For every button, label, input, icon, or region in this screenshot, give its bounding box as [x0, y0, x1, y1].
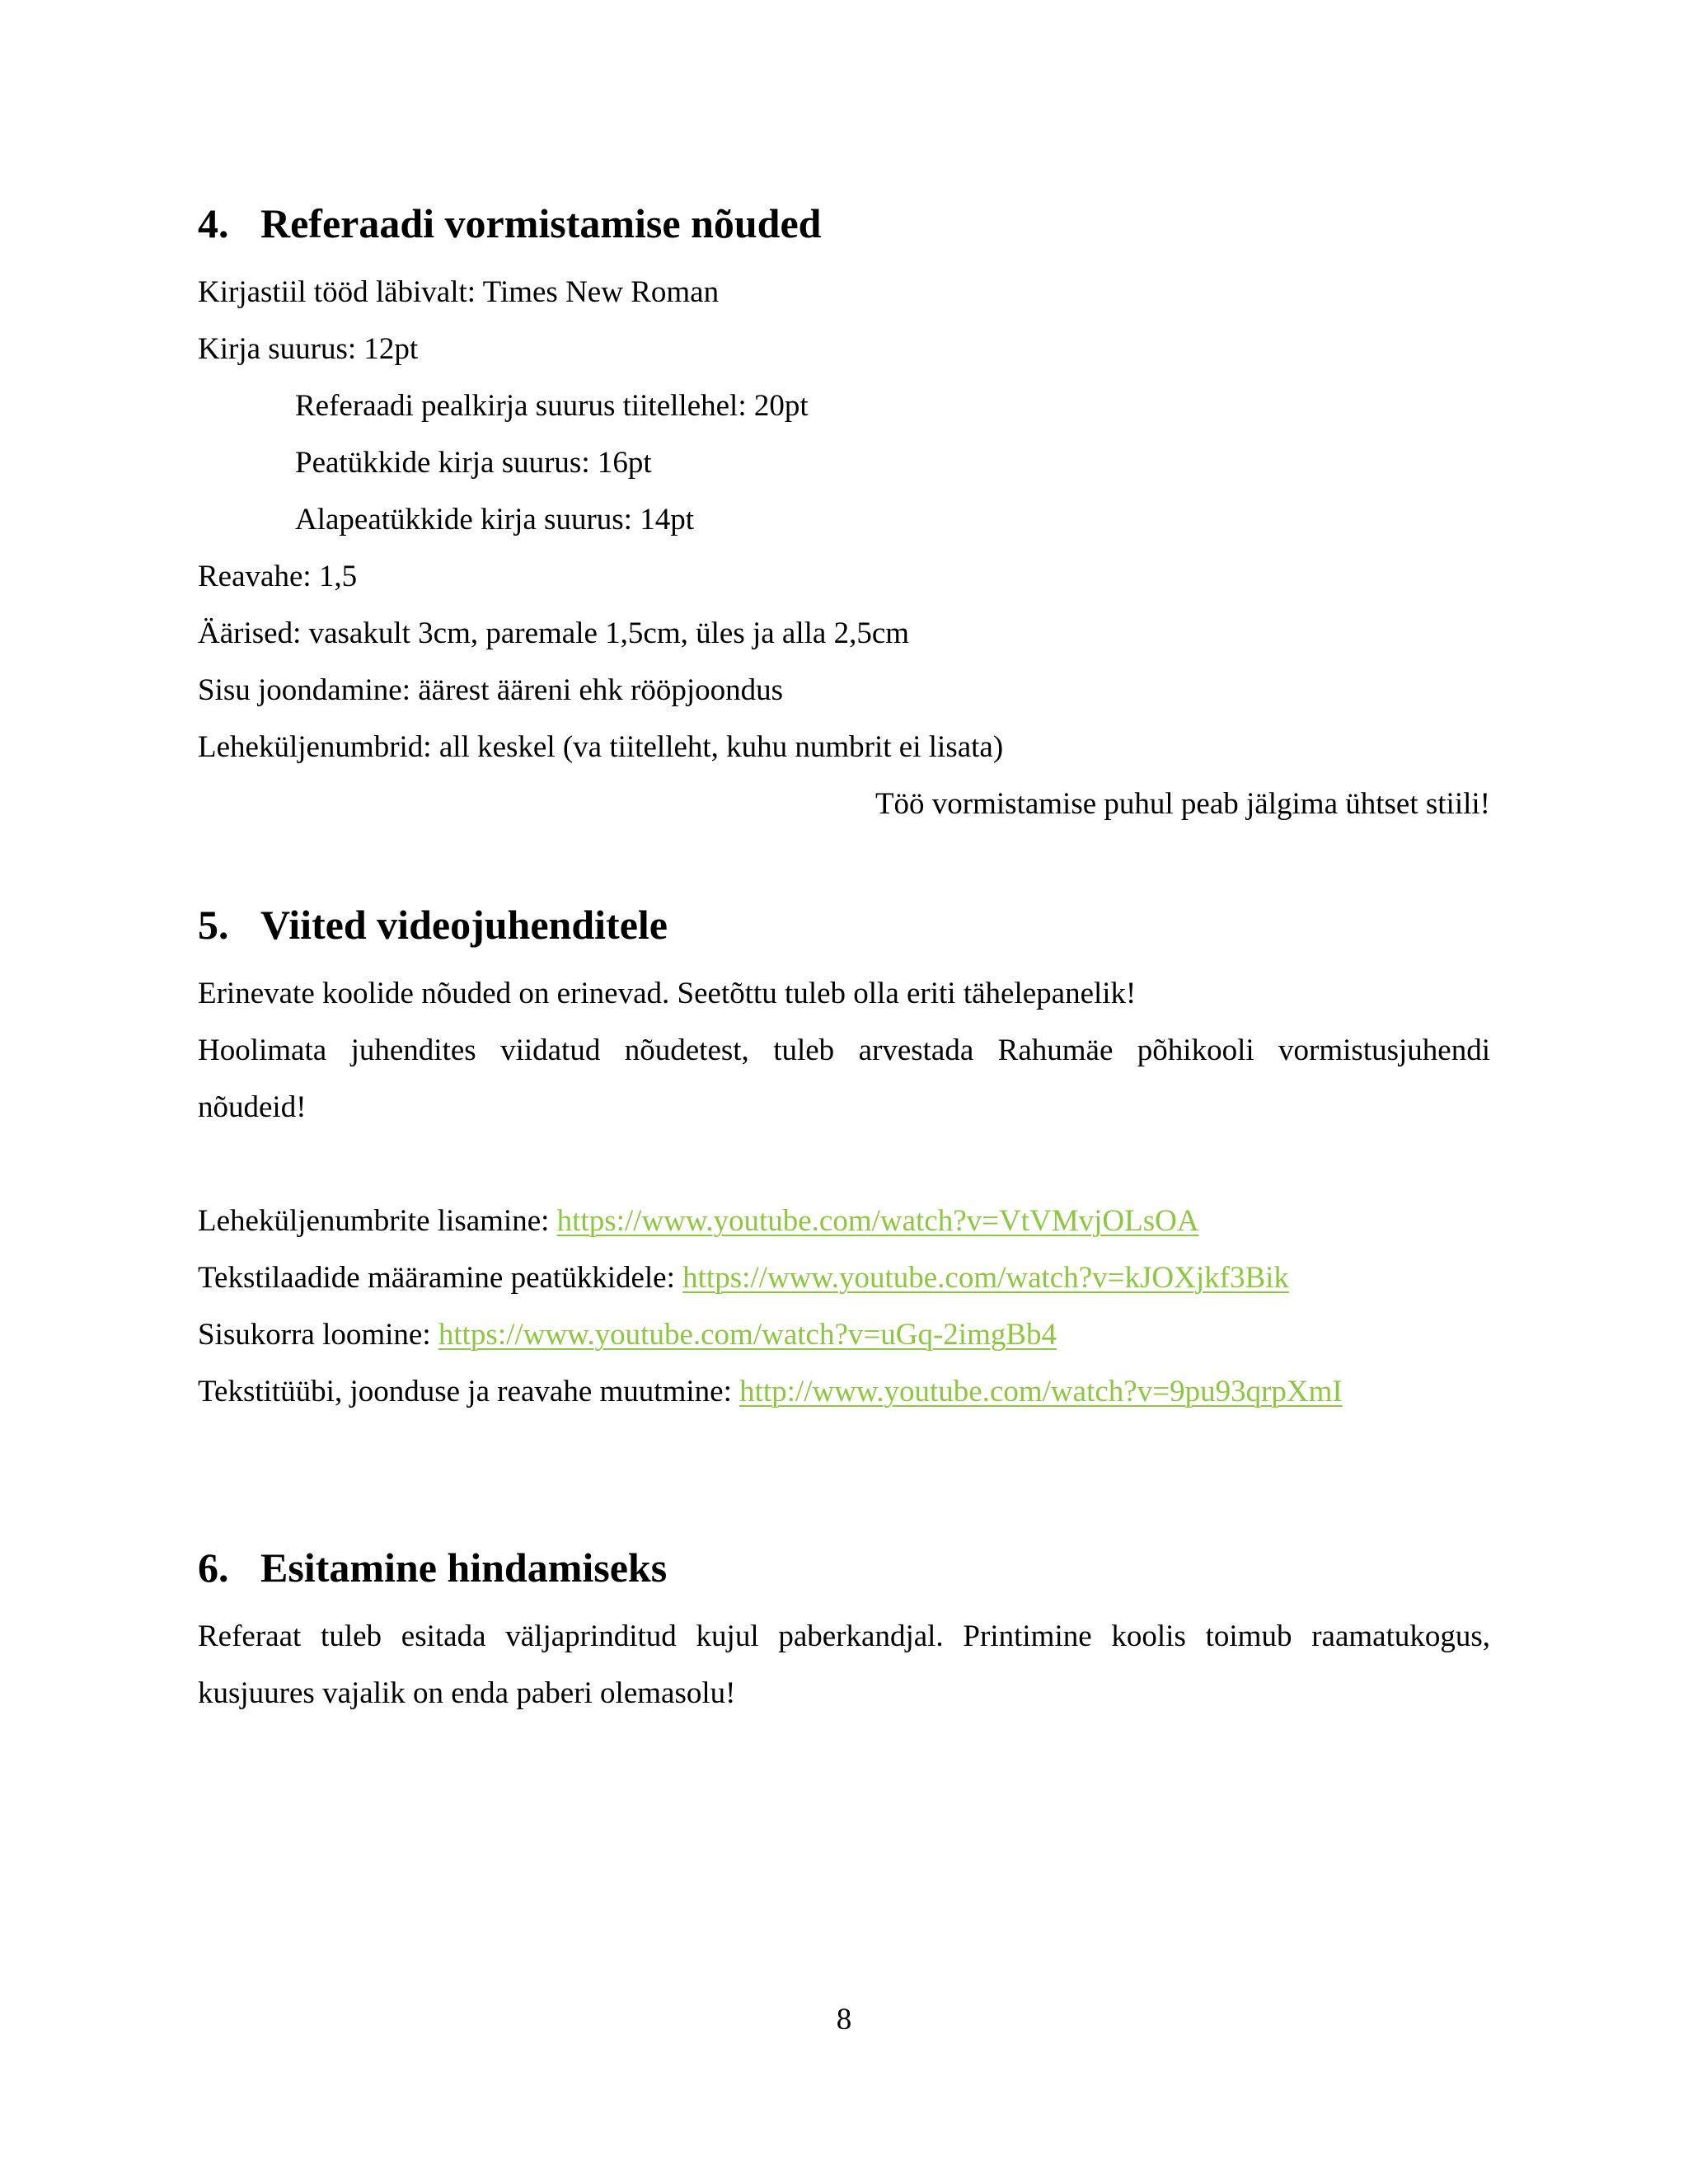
- section-6-title: Esitamine hindamiseks: [260, 1544, 668, 1591]
- section-5-title: Viited videojuhenditele: [260, 902, 668, 948]
- video-link-label: Sisukorra loomine:: [198, 1318, 438, 1352]
- video-link-row: [198, 1316, 1057, 1354]
- section-5-number: 5.: [198, 902, 229, 948]
- section-6-body-line-1: Referaat tuleb esitada väljaprinditud kujul paberkandjal. Printimine koolis toimub raamatukogus,: [198, 1619, 1490, 1653]
- section-6-body-line-2: kusjuures vajalik on enda paberi olemasolu!: [198, 1676, 736, 1710]
- section-4-line: Äärised: vasakult 3cm, paremale 1,5cm, üles ja alla 2,5cm: [198, 616, 910, 650]
- video-link-label: Tekstitüübi, joonduse ja reavahe muutmine:: [198, 1375, 740, 1408]
- section-4-line: Leheküljenumbrid: all keskel (va tiitelleht, kuhu numbrit ei lisata): [198, 730, 1004, 764]
- section-4-line: Kirjastiil tööd läbivalt: Times New Roman: [198, 275, 720, 309]
- section-5-warning-line-1: Hoolimata juhendites viidatud nõudetest, tuleb arvestada Rahumäe põhikooli vormistusjuhendi: [198, 1033, 1490, 1067]
- section-4-line-indented: Referaadi pealkirja suurus tiitellehel: 20pt: [295, 389, 809, 423]
- section-5-warning-line-2: nõudeid!: [198, 1090, 307, 1124]
- video-link-label: Leheküljenumbrite lisamine:: [198, 1204, 557, 1238]
- section-6-heading: [198, 1543, 667, 1592]
- video-link-row: [198, 1202, 1199, 1240]
- section-4-number: 4.: [198, 200, 229, 246]
- section-4-line: Reavahe: 1,5: [198, 560, 358, 593]
- video-link-row: [198, 1373, 1343, 1411]
- section-4-line-indented: Peatükkide kirja suurus: 16pt: [295, 446, 652, 480]
- video-link-row: [198, 1259, 1289, 1297]
- section-4-line-indented: Alapeatükkide kirja suurus: 14pt: [295, 503, 694, 537]
- video-link-label: Tekstilaadide määramine peatükkidele:: [198, 1261, 683, 1295]
- section-4-style-note: Töö vormistamise puhul peab jälgima ühtset stiili!: [874, 787, 1490, 821]
- section-4-line: Kirja suurus: 12pt: [198, 332, 419, 366]
- video-link-font-alignment-spacing[interactable]: http://www.youtube.com/watch?v=9pu93qrpXmI: [739, 1375, 1343, 1408]
- page-number: 8: [836, 2003, 852, 2036]
- section-4-title: Referaadi vormistamise nõuded: [260, 200, 822, 246]
- video-link-text-styles[interactable]: https://www.youtube.com/watch?v=kJOXjkf3Bik: [682, 1261, 1289, 1295]
- section-5-heading: [198, 900, 668, 949]
- section-5-intro: Erinevate koolide nõuded on erinevad. Seetõttu tuleb olla eriti tähelepanelik!: [198, 977, 1137, 1010]
- section-4-heading: [198, 199, 822, 248]
- section-4-line: Sisu joondamine: äärest ääreni ehk rööpjoondus: [198, 673, 784, 707]
- section-6-number: 6.: [198, 1544, 229, 1591]
- video-link-page-numbers[interactable]: https://www.youtube.com/watch?v=VtVMvjOLsOA: [556, 1204, 1199, 1238]
- video-link-table-of-contents[interactable]: https://www.youtube.com/watch?v=uGq-2imgBb4: [438, 1318, 1057, 1352]
